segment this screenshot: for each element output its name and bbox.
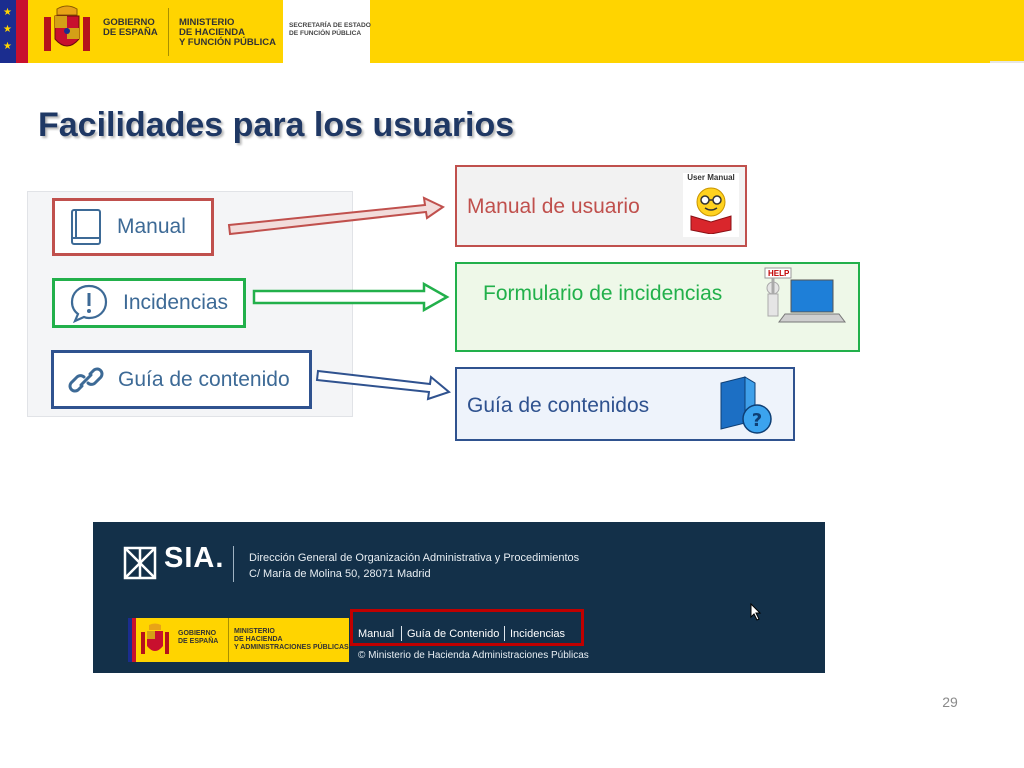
- guia-de-contenidos-box[interactable]: [455, 367, 795, 441]
- user-manual-caption: User Manual: [687, 173, 735, 182]
- footer-copyright: © Ministerio de Hacienda Administraciones Públicas: [358, 650, 589, 661]
- footer-ministerio-text: MINISTERIO DE HACIENDA Y ADMINISTRACIONES PÚBLICAS: [234, 628, 349, 651]
- sia-logo-icon: [123, 546, 157, 580]
- footer-org-line: Dirección General de Organización Administrativa y Procedimientos: [249, 552, 580, 564]
- footer-gobierno-block: [136, 618, 228, 662]
- svg-text:?: ?: [751, 410, 763, 431]
- header-ministerio-text: MINISTERIO DE HACIENDA Y FUNCIÓN PÚBLICA: [179, 17, 276, 48]
- header-secretaria-text: SECRETARÍA DE ESTADO DE FUNCIÓN PÚBLICA: [289, 22, 371, 37]
- formulario-incidencias-label: Formulario de incidencias: [483, 282, 723, 305]
- incidencias-arrow-icon: [254, 284, 447, 310]
- sia-brand-text: SIA.: [164, 542, 225, 574]
- mouse-cursor-icon: [750, 603, 762, 621]
- help-computer-image: [755, 266, 847, 334]
- eu-star-icon: ★: [3, 7, 12, 18]
- footer-address-line: C/ María de Molina 50, 28071 Madrid: [249, 568, 431, 580]
- footer-eu-strip: [128, 618, 132, 662]
- page-title: Facilidades para los usuarios: [38, 106, 515, 144]
- footer-link-separator: [504, 626, 505, 641]
- eu-star-icon: ★: [3, 24, 12, 35]
- guia-de-contenidos-label: Guía de contenidos: [467, 394, 650, 417]
- smiley-reading-icon: [683, 182, 739, 234]
- page-number: 29: [942, 694, 958, 710]
- footer-ministerio-block: [228, 618, 349, 662]
- incidencias-button-label: Incidencias: [123, 291, 229, 314]
- footer-brand-divider: [233, 546, 234, 582]
- footer-coat-of-arms-icon: [140, 622, 170, 658]
- footer-link-manual[interactable]: Manual: [358, 628, 395, 640]
- footer-gobierno-text: GOBIERNO DE ESPAÑA: [178, 630, 219, 645]
- footer-link-incidencias[interactable]: Incidencias: [510, 628, 566, 640]
- eu-star-icon: ★: [3, 41, 12, 52]
- manual-de-usuario-label: Manual de usuario: [467, 195, 640, 218]
- manual-de-usuario-box[interactable]: [455, 165, 747, 247]
- manual-arrow-icon: [229, 198, 443, 234]
- formulario-incidencias-box[interactable]: [455, 262, 860, 352]
- header-gobierno-text: GOBIERNO DE ESPAÑA: [103, 17, 158, 38]
- site-footer: [93, 522, 825, 673]
- guia-contenido-button-label: Guía de contenido: [118, 367, 290, 391]
- help-sign-text: HELP: [768, 269, 790, 278]
- footer-link-separator: [401, 626, 402, 641]
- manual-button-label: Manual: [117, 215, 186, 238]
- footer-link-guia-contenido[interactable]: Guía de Contenido: [407, 628, 500, 640]
- book-question-icon: [715, 375, 775, 437]
- guia-arrow-icon: [317, 371, 449, 399]
- user-manual-image: [683, 173, 739, 237]
